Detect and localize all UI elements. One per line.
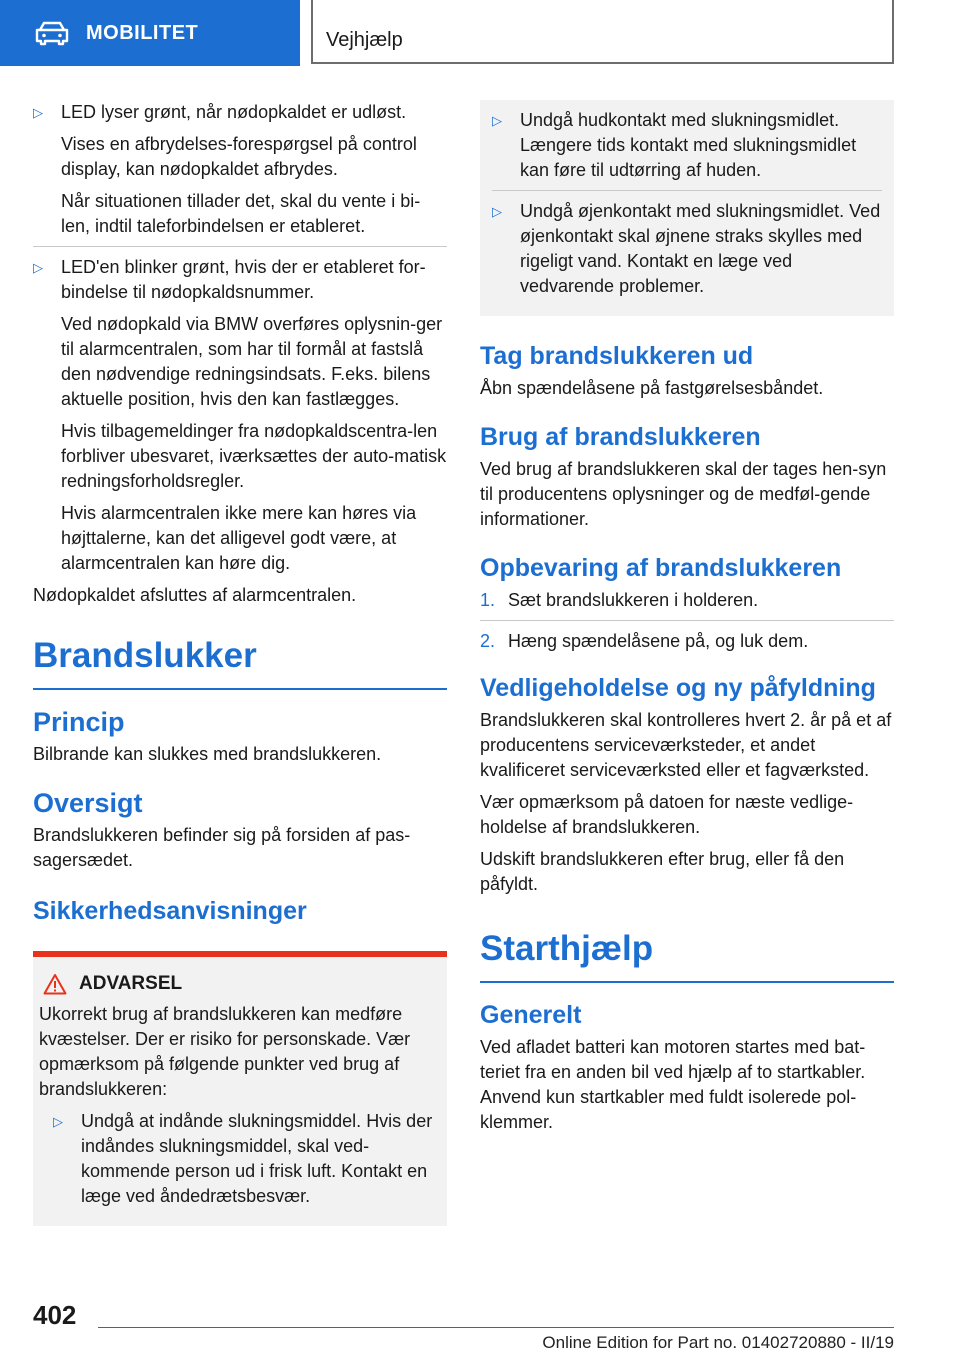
divider [492, 190, 882, 191]
paragraph: Ved nødopkald via BMW overføres oplysnin-ger til alarmcentralen, som har til formål at fastslå den nødvendige redningsindsats. F.eks. bilens aktuelle position, hvis den kan fastlægges. [61, 314, 443, 409]
triangle-bullet-icon: ▷ [492, 113, 502, 128]
paragraph: Undgå øjenkontakt med slukningsmidlet. Ved øjenkontakt skal øjnene straks skylles med rigeligt vand. Kontakt en læge ved vedvarende problemer. [520, 201, 881, 296]
triangle-bullet-icon: ▷ [492, 204, 502, 219]
step-text: Sæt brandslukkeren i holderen. [508, 590, 759, 610]
numbered-step [480, 629, 894, 654]
paragraph: Hvis tilbagemeldinger fra nødopkaldscentra-len forbliver ubesvaret, iværksættes der auto-matisk redningsforholdsregler. [61, 421, 447, 491]
step-number: 1. [480, 590, 496, 610]
subheading-brug: Brug af brandslukkeren [480, 423, 761, 451]
warning-label: ADVARSEL [79, 973, 183, 994]
triangle-bullet-icon: ▷ [33, 260, 43, 275]
chapter-header [311, 0, 894, 64]
numbered-step [480, 588, 894, 613]
section-heading: Brandslukker [33, 636, 257, 675]
step-text: Hæng spændelåsene på, og luk dem. [508, 631, 809, 651]
paragraph: Undgå at indånde slukningsmiddel. Hvis der indåndes slukningsmiddel, skal ved-kommende person ud i frisk luft. Kontakt en læge ved åndedrætsbesvær. [81, 1111, 433, 1206]
warning-text: Ukorrekt brug af brandslukkeren kan medføre kvæstelser. Der er risiko for personskade. Vær opmærksom på følgende punkter ved brug af brandslukkeren: [39, 1004, 411, 1099]
section-heading: Starthjælp [480, 929, 654, 968]
paragraph: Vises en afbrydelses-forespørgsel på control display, kan nødopkaldet afbrydes. [61, 134, 417, 179]
paragraph: Brandslukkeren befinder sig på forsiden af pas-sagersædet. [33, 825, 411, 870]
warning-box [33, 957, 447, 1226]
triangle-bullet-icon: ▷ [33, 105, 43, 120]
paragraph: Hvis alarmcentralen ikke mere kan høres via højttalerne, kan det alligevel godt være, at alarmcentralen kan høre dig. [61, 503, 417, 573]
divider [480, 620, 894, 621]
paragraph: Brandslukkeren skal kontrolleres hvert 2. år på et af producentens serviceværksteder, et andet kvalificeret serviceværksted eller et fagværksted. [480, 710, 892, 780]
warning-triangle-icon [43, 973, 67, 995]
list-item [492, 199, 882, 299]
subheading-tag: Tag brandslukkeren ud [480, 342, 754, 370]
page-number: 402 [33, 1300, 77, 1330]
list-item [492, 108, 882, 183]
chapter-title: Vejhjælp [326, 29, 403, 51]
paragraph: Vær opmærksom på datoen for næste vedlige-holdelse af brandslukkeren. [480, 792, 854, 837]
subheading-sikkerhed: Sikkerhedsanvisninger [33, 897, 307, 925]
paragraph: Åbn spændelåsene på fastgørelsesbåndet. [480, 378, 824, 398]
section-tab [0, 0, 300, 66]
paragraph: LED'en blinker grønt, hvis der er etableret for-bindelse til nødopkaldsnummer. [61, 257, 426, 302]
warning-continuation-box [480, 100, 894, 316]
paragraph: Undgå hudkontakt med slukningsmidlet. Længere tids kontakt med slukningsmidlet kan føre til udtørring af huden. [520, 110, 857, 180]
subheading-opbevaring: Opbevaring af brandslukkeren [480, 554, 842, 582]
subheading-oversigt: Oversigt [33, 788, 143, 818]
paragraph: Udskift brandslukkeren efter brug, eller få den påfyldt. [480, 849, 845, 894]
paragraph: LED lyser grønt, når nødopkaldet er udløst. [61, 102, 407, 122]
paragraph: Ved afladet batteri kan motoren startes med bat-teriet fra en anden bil ved hjælp af to startkabler. Anvend kun startkabler med fuldt isolerede pol-klemmer. [480, 1037, 866, 1132]
list-item [33, 100, 447, 239]
heading-rule [480, 981, 894, 983]
edition-text: Online Edition for Part no. 01402720880 - II/19 [542, 1333, 894, 1352]
closing-text: Nødopkaldet afsluttes af alarmcentralen. [33, 585, 357, 605]
left-column [33, 100, 447, 1226]
subheading-princip: Princip [33, 707, 125, 737]
divider [33, 246, 447, 247]
paragraph: Ved brug af brandslukkeren skal der tages hen-syn til producentens oplysninger og de medføl-gende informationer. [480, 459, 887, 529]
car-icon [34, 20, 70, 46]
list-item [33, 255, 447, 576]
heading-rule [33, 688, 447, 690]
subheading-generelt: Generelt [480, 1001, 582, 1029]
right-column [480, 100, 894, 1142]
list-item [53, 1109, 441, 1209]
footer-rule [98, 1327, 894, 1328]
paragraph: Når situationen tillader det, skal du vente i bi-len, indtil taleforbindelsen er etableret. [61, 191, 421, 236]
paragraph: Bilbrande kan slukkes med brandslukkeren. [33, 744, 382, 764]
step-number: 2. [480, 631, 496, 651]
warning-header [39, 971, 441, 996]
subheading-vedligeholdelse: Vedligeholdelse og ny påfyldning [480, 674, 876, 702]
section-title: MOBILITET [86, 21, 199, 44]
triangle-bullet-icon: ▷ [53, 1114, 63, 1129]
